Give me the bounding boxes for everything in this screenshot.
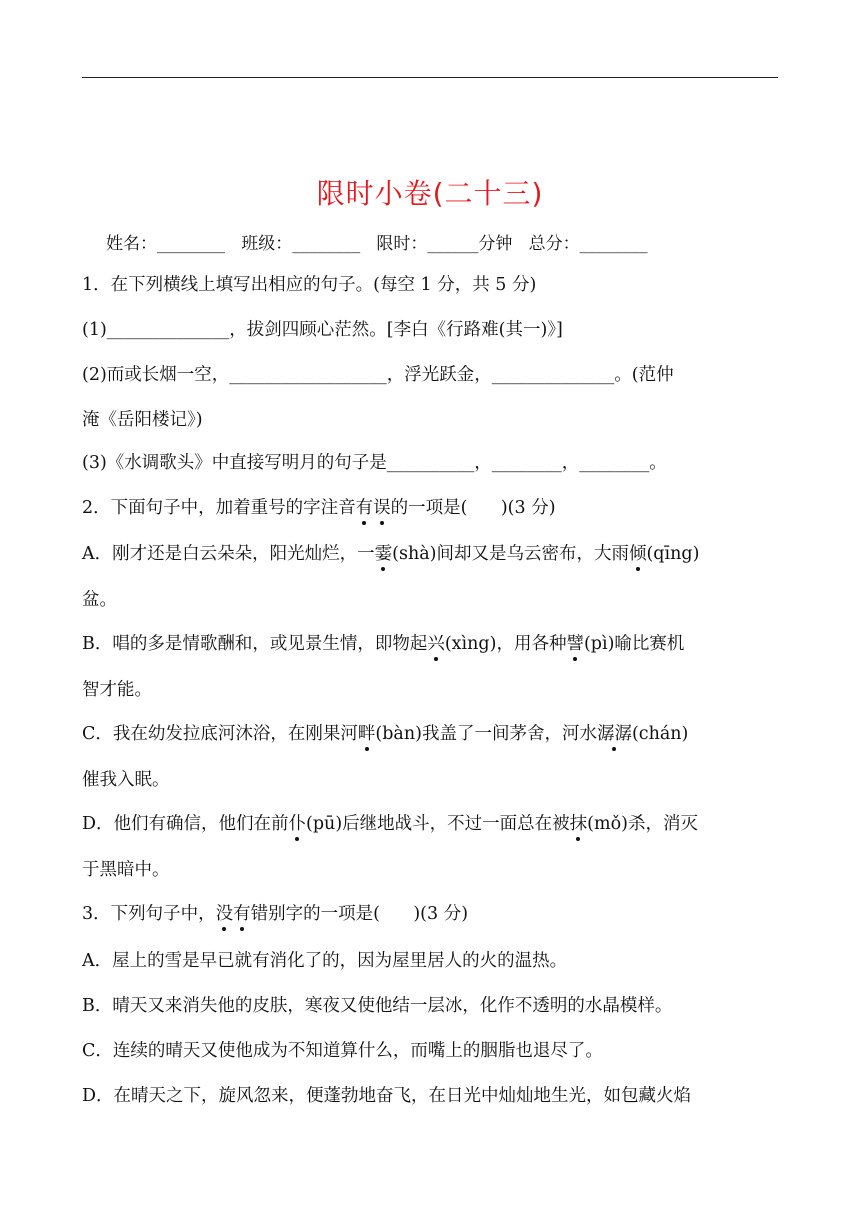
emphasis-char: 有 [355, 498, 374, 518]
q2-option-a [82, 546, 699, 564]
option-text: C．我在幼发拉底河沐浴，在刚果河 [82, 724, 358, 744]
student-info-line: 姓名：________ 班级：________ 限时：______分钟 总分：________ [106, 234, 648, 254]
q2-stem [82, 500, 556, 518]
q1-item-2: (2)而或长烟一空，__________________，浮光跃金，______________。(范仲 [82, 365, 674, 385]
q1-item-3: (3)《水调歌头》中直接写明月的句子是__________，________，________。 [82, 453, 667, 473]
emphasis-char: 倾 [628, 544, 647, 564]
emphasis-char: 抹 [569, 814, 588, 834]
header-rule [82, 77, 778, 78]
option-text: (shà)间却又是乌云密布，大雨 [392, 544, 629, 564]
emphasis-char: 仆 [288, 814, 307, 834]
emphasis-char: 霎 [374, 544, 393, 564]
q1-stem: 1．在下列横线上填写出相应的句子。(每空 1 分，共 5 分) [82, 275, 537, 295]
q3-option-c: C．连续的晴天又使他成为不知道算什么，而嘴上的胭脂也退尽了。 [82, 1041, 603, 1061]
q2-option-d-cont: 于黑暗中。 [82, 860, 170, 880]
q2-option-d [82, 816, 698, 834]
q2-option-b [82, 636, 684, 654]
q2-option-c [82, 726, 688, 744]
q3-option-a: A．屋上的雪是早已就有消化了的，因为屋里居人的火的温热。 [82, 951, 568, 971]
q2-option-a-cont: 盆。 [82, 590, 117, 610]
emphasis-char: 没 [215, 904, 234, 924]
option-text: A．刚才还是白云朵朵，阳光灿烂，一 [82, 544, 375, 564]
option-text: D．他们有确信，他们在前 [82, 814, 289, 834]
emphasis-char: 畔 [357, 724, 376, 744]
emphasis-char: 有 [233, 904, 251, 924]
option-text: (pū)后继地战斗，不过一面总在被 [306, 814, 570, 834]
option-text: B．唱的多是情歌酬和，或见景生情，即物起 [82, 634, 428, 654]
option-text: (mǒ)杀，消灭 [587, 814, 698, 834]
option-text: (xìng)，用各种 [444, 634, 567, 654]
emphasis-char: 兴 [427, 634, 445, 654]
q2-option-c-cont: 催我入眠。 [82, 770, 170, 790]
q3-stem-text: 错别字的一项是( )(3 分) [250, 904, 469, 924]
q2-stem-text: 2．下面句子中，加着重号的字注音 [82, 498, 356, 518]
q3-stem [82, 906, 468, 924]
q3-stem-text: 3．下列句子中， [82, 904, 216, 924]
q1-item-2-cont: 淹《岳阳楼记》) [82, 410, 203, 430]
q1-item-1: (1)______________，拔剑四顾心茫然。[李白《行路难(其一)》] [82, 320, 563, 340]
option-text: (qīng) [646, 544, 700, 564]
emphasis-char: 误 [373, 498, 391, 518]
page-title: 限时小卷(二十三) [316, 177, 544, 210]
q2-option-b-cont: 智才能。 [82, 680, 152, 700]
emphasis-char: 譬 [566, 634, 584, 654]
option-text: (pì)喻比赛机 [583, 634, 685, 654]
option-text: (chán) [631, 724, 689, 744]
q3-option-b: B．晴天又来消失他的皮肤，寒夜又使他结一层冰，化作不透明的水晶模样。 [82, 996, 673, 1016]
q3-option-d: D．在晴天之下，旋风忽来，便蓬勃地奋飞，在日光中灿灿地生光，如包藏火焰 [82, 1086, 692, 1106]
q2-stem-text: 的一项是( )(3 分) [390, 498, 556, 518]
emphasis-char: 潺潺 [596, 724, 632, 744]
option-text: (bàn)我盖了一间茅舍，河水 [375, 724, 597, 744]
